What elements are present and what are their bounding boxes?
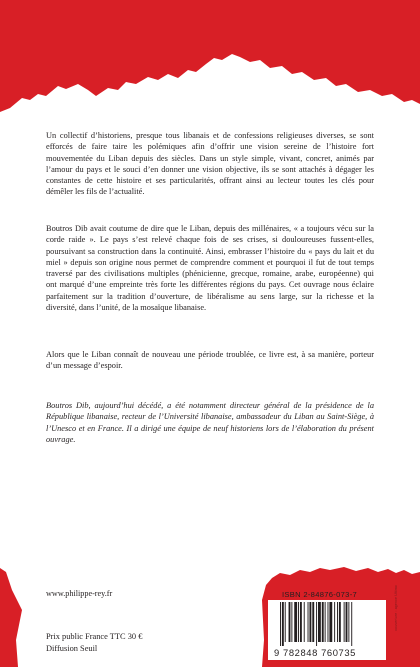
barcode-bar: [282, 602, 284, 646]
barcode-bar: [351, 602, 352, 646]
barcode-bar: [294, 602, 297, 642]
barcode-bar: [318, 602, 321, 642]
barcode-bar: [348, 602, 349, 642]
barcode-bar: [328, 602, 329, 642]
barcode-bar: [312, 602, 314, 642]
synopsis-paragraph-1: [46, 130, 374, 198]
barcode-bar: [291, 602, 292, 642]
barcode-bar: [346, 602, 348, 642]
barcode-bar: [285, 602, 286, 642]
paragraph-text: Alors que le Liban connaît de nouveau une période troublée, ce livre est, à sa manière, porteur d’un message d’espoir.: [46, 350, 374, 371]
author-bio: [46, 400, 374, 445]
barcode-bar: [304, 602, 305, 642]
publisher-website: www.philippe-rey.fr: [46, 589, 113, 598]
barcode-bars: [280, 602, 376, 646]
barcode-digits: 9 782848 760735: [274, 647, 356, 658]
synopsis-paragraph-3: [46, 349, 374, 372]
barcode-bar: [316, 602, 317, 646]
barcode: [268, 600, 386, 660]
barcode-bar: [322, 602, 324, 642]
synopsis-paragraph-2: [46, 223, 374, 313]
distribution-line: Diffusion Seuil: [46, 644, 98, 653]
barcode-bar: [339, 602, 341, 642]
paragraph-text: Boutros Dib avait coutume de dire que le Liban, depuis des millénaires, « a toujours vécu sur la corde raide ». Le pays s’est relevé chaque fois de ses crises, si douloureuses fussent-elles, poursuivant sa construction dans la continuité. Ainsi, embrasser l’histoire du « pays du lait et du miel » depuis son origine nous permet de comprendre comment et pourquoi il fut de tout temps traversé par des civilisations multiples (phénicienne, grecque, romaine, arabe, européenne) qui ont marqué d’une empreinte très forte les différentes régions du pays. Cet ouvrage nous éclaire parfaitement sur la tradition d’ouverture, de libéralisme au sens large, sur la richesse et la diversité, dans l’unité, de la mosaïque libanaise.: [46, 224, 374, 313]
barcode-bar: [334, 602, 335, 642]
cover-credit: couverture : agence Ultimo: [394, 585, 398, 631]
barcode-bar: [329, 602, 332, 642]
barcode-bar: [325, 602, 326, 642]
barcode-bar: [308, 602, 309, 642]
price-info: [46, 631, 142, 655]
price-line: Prix public France TTC 30 €: [46, 632, 143, 641]
barcode-bar: [300, 602, 302, 642]
barcode-bar: [337, 602, 338, 642]
barcode-bar: [298, 602, 299, 642]
isbn-label: ISBN 2-84876-073-7: [282, 590, 358, 599]
bio-text: Boutros Dib, aujourd’hui décédé, a été notamment directeur général de la présidence de la République libanaise, recteur de l’Université libanaise, ambassadeur du Liban au Saint-Siège, à l’Unesco et en France. Il a dirigé une équipe de neuf historiens lors de l’élaboration du présent ouvrage.: [46, 401, 374, 444]
barcode-bar: [344, 602, 345, 642]
barcode-bar: [309, 602, 311, 642]
barcode-bar: [289, 602, 291, 642]
paragraph-text: Un collectif d’historiens, presque tous libanais et de confessions religieuses diverses, se sont efforcés de faire taire les polémiques afin d’offrir une vision sereine de l’histoire fort mouvementée du Liban depuis des siècles. Dans un style simple, vivant, concret, animés par l’amour du pays et le souci d’en donner une vision objective, ils se sont attachés à dégager les constantes de cette histoire et ses particularités, offrant ainsi au lecteur toutes les clés pour démêler les fils de l’actualité.: [46, 131, 374, 197]
barcode-bar: [280, 602, 281, 646]
